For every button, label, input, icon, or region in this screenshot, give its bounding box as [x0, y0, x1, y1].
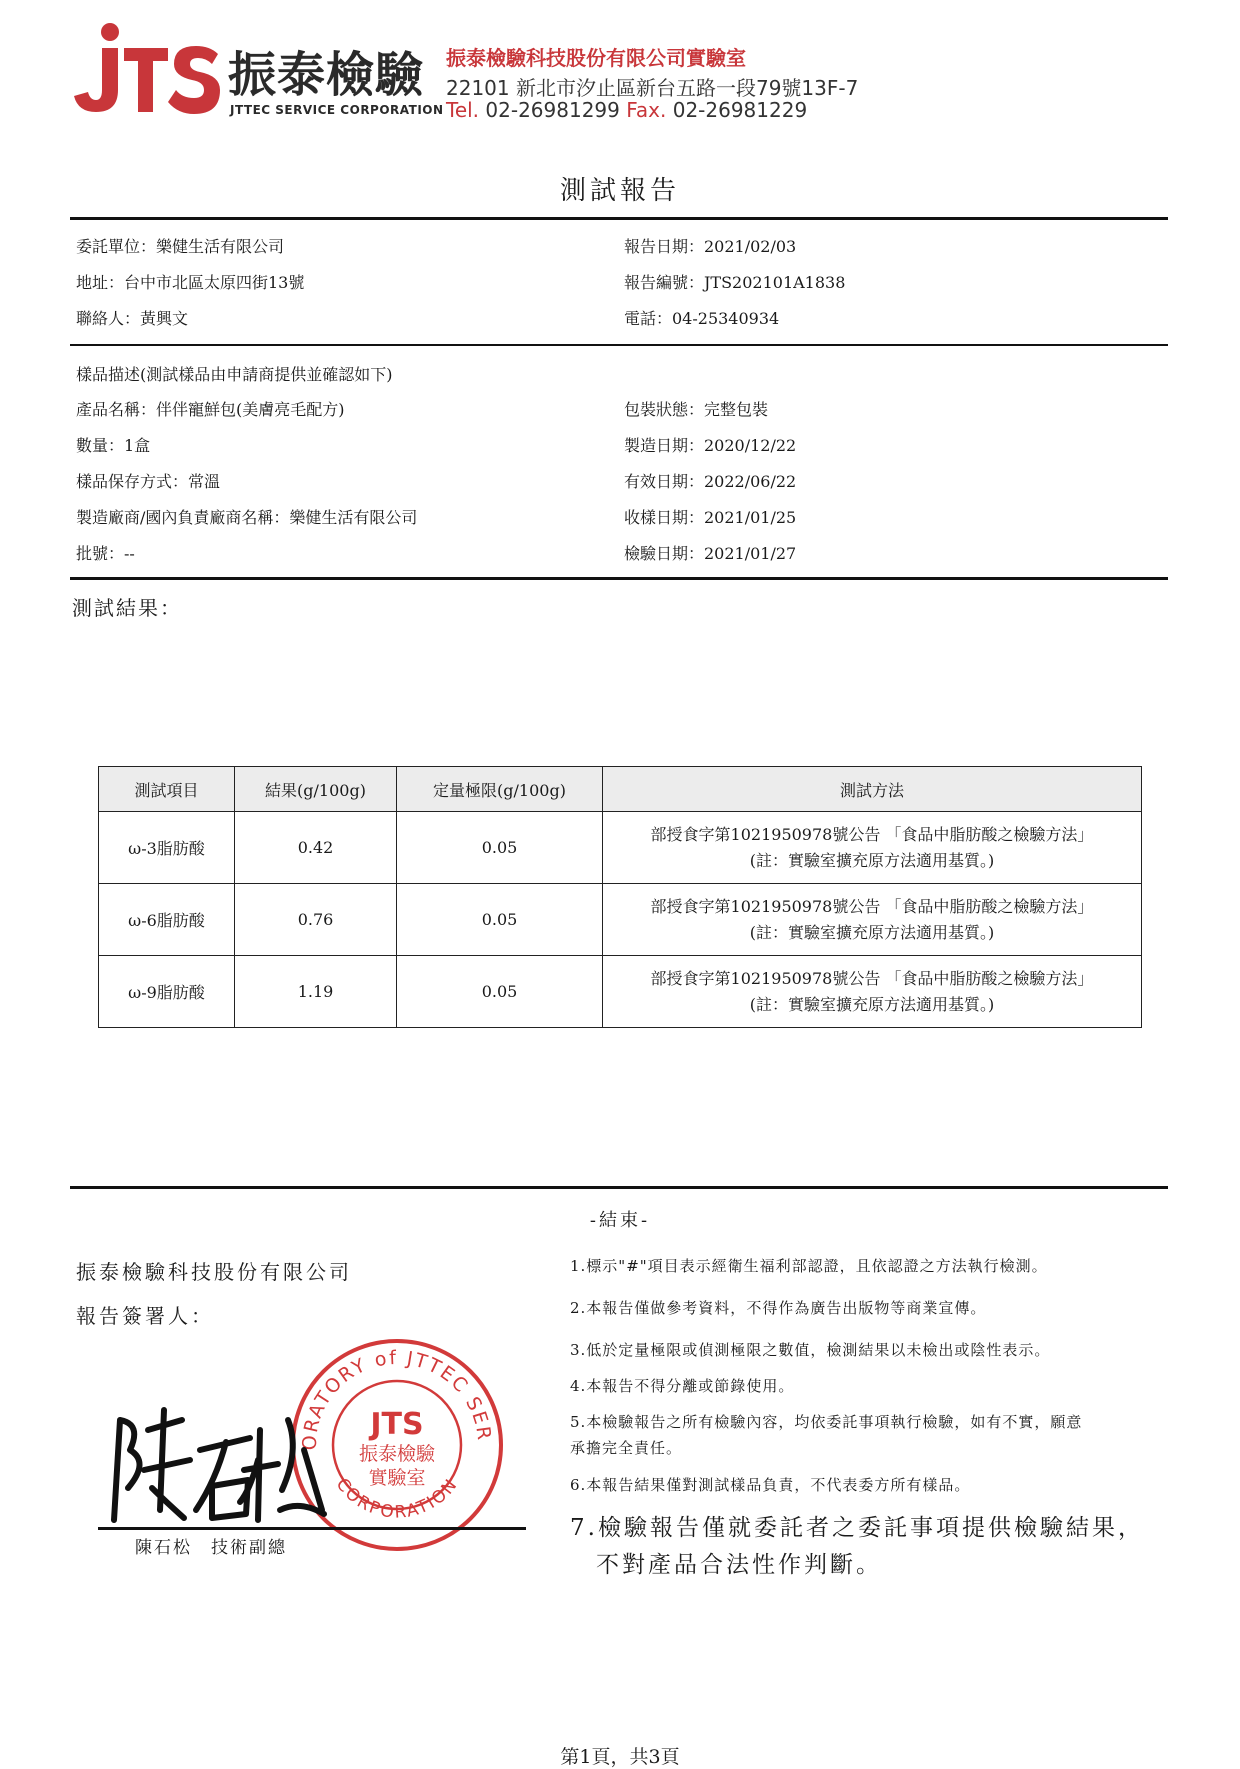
method-note: (註：實驗室擴充原方法適用基質。) — [749, 922, 995, 942]
tel-label: Tel. — [446, 98, 480, 122]
column-header: 測試方法 — [603, 767, 1142, 812]
report-number: 報告編號：JTS202101A1838 — [624, 273, 846, 292]
note-item: 7.檢驗報告僅就委託者之委託事項提供檢驗結果， — [570, 1515, 1144, 1541]
signer-label: 報告簽署人： — [76, 1304, 214, 1328]
column-header: 定量極限(g/100g) — [397, 767, 603, 812]
quantitation-limit: 0.05 — [397, 884, 603, 956]
method-reference: 部授食字第1021950978號公告 「食品中脂肪酸之檢驗方法」 — [650, 968, 1094, 988]
seal-line-1: 振泰檢驗 — [358, 1443, 436, 1465]
brand-name-en: JTTEC SERVICE CORPORATION — [230, 103, 444, 117]
table-row — [99, 812, 1142, 884]
sample-description: 樣品描述(測試樣品由申請商提供並確認如下) — [76, 365, 393, 384]
client-contact: 聯絡人：黃興文 — [76, 309, 189, 328]
report-title: 測試報告 — [559, 176, 680, 206]
note-item: 不對產品合法性作判斷。 — [596, 1552, 882, 1578]
brand-name-zh: 振泰檢驗 — [228, 47, 425, 103]
seal-ring-top: ORATORY of JTTEC — [298, 1346, 474, 1451]
test-date: 檢驗日期：2021/01/27 — [624, 544, 797, 563]
method-reference: 部授食字第1021950978號公告 「食品中脂肪酸之檢驗方法」 — [650, 824, 1094, 844]
test-method — [603, 884, 1142, 956]
test-method — [603, 812, 1142, 884]
method-note: (註：實驗室擴充原方法適用基質。) — [749, 994, 995, 1014]
company-contact — [446, 98, 807, 122]
divider — [70, 344, 1168, 346]
sample-storage: 樣品保存方式：常溫 — [76, 472, 221, 491]
manufacturer: 製造廠商/國內負責廠商名稱：樂健生活有限公司 — [76, 508, 418, 527]
test-item: ω-6脂肪酸 — [99, 884, 235, 956]
results-heading: 測試結果： — [72, 596, 182, 620]
jts-logo — [72, 20, 222, 120]
divider — [70, 1186, 1168, 1189]
signer-company: 振泰檢驗科技股份有限公司 — [76, 1260, 352, 1284]
fax-number: 02-26981229 — [672, 98, 808, 122]
batch-number: 批號：-- — [76, 544, 135, 563]
test-result: 0.76 — [235, 884, 397, 956]
packaging-status: 包裝狀態：完整包裝 — [624, 400, 769, 419]
company-address: 22101 新北市汐止區新台五路一段79號13F-7 — [446, 76, 859, 100]
method-note: (註：實驗室擴充原方法適用基質。) — [749, 850, 995, 870]
column-header: 測試項目 — [99, 767, 235, 812]
client-unit: 委託單位：樂健生活有限公司 — [76, 237, 285, 256]
handwritten-signature — [100, 1390, 330, 1540]
sample-quantity: 數量：1盒 — [76, 436, 151, 455]
report-date: 報告日期：2021/02/03 — [624, 237, 797, 256]
expiry-date: 有效日期：2022/06/22 — [624, 472, 797, 491]
manufacture-date: 製造日期：2020/12/22 — [624, 436, 797, 455]
product-name: 產品名稱：伴伴寵鮮包(美膚亮毛配方) — [76, 400, 345, 419]
signature-line — [98, 1527, 526, 1530]
test-item: ω-3脂肪酸 — [99, 812, 235, 884]
company-name: 振泰檢驗科技股份有限公司實驗室 — [446, 46, 746, 70]
client-address: 地址：台中市北區太原四街13號 — [76, 273, 305, 292]
table-header-row — [99, 767, 1142, 812]
seal-ring-right: SER — [461, 1393, 496, 1442]
note-item: 1.標示"#"項目表示經衛生福利部認證，且依認證之方法執行檢測。 — [570, 1257, 1048, 1275]
fax-label: Fax. — [626, 98, 667, 122]
received-date: 收樣日期：2021/01/25 — [624, 508, 797, 527]
client-phone: 電話：04-25340934 — [624, 309, 780, 328]
method-reference: 部授食字第1021950978號公告 「食品中脂肪酸之檢驗方法」 — [650, 896, 1094, 916]
tel-number: 02-26981299 — [485, 98, 620, 122]
signer-name-title: 陳石松 技術副總 — [135, 1538, 287, 1558]
seal-logo: JTS — [370, 1407, 424, 1442]
quantitation-limit: 0.05 — [397, 956, 603, 1028]
column-header: 結果(g/100g) — [235, 767, 397, 812]
page-number: 第1頁，共3頁 — [560, 1746, 680, 1768]
note-item: 承擔完全責任。 — [570, 1439, 683, 1457]
test-result: 1.19 — [235, 956, 397, 1028]
table-row — [99, 956, 1142, 1028]
seal-line-2: 實驗室 — [368, 1467, 426, 1489]
table-row — [99, 884, 1142, 956]
note-item: 3.低於定量極限或偵測極限之數值，檢測結果以未檢出或陰性表示。 — [570, 1341, 1051, 1359]
note-item: 6.本報告結果僅對測試樣品負責，不代表委方所有樣品。 — [570, 1476, 971, 1494]
test-result: 0.42 — [235, 812, 397, 884]
note-item: 4.本報告不得分離或節錄使用。 — [570, 1377, 795, 1395]
note-item: 5.本檢驗報告之所有檢驗內容，均依委託事項執行檢驗，如有不實，願意 — [570, 1413, 1083, 1431]
quantitation-limit: 0.05 — [397, 812, 603, 884]
divider — [70, 577, 1168, 580]
test-item: ω-9脂肪酸 — [99, 956, 235, 1028]
seal-ring-bottom: CORPORATION — [331, 1474, 463, 1523]
results-table — [98, 766, 1142, 1028]
note-item: 2.本報告僅做參考資料，不得作為廣告出版物等商業宣傳。 — [570, 1299, 987, 1317]
test-method — [603, 956, 1142, 1028]
divider — [70, 217, 1168, 220]
end-mark: -結束- — [589, 1210, 651, 1231]
